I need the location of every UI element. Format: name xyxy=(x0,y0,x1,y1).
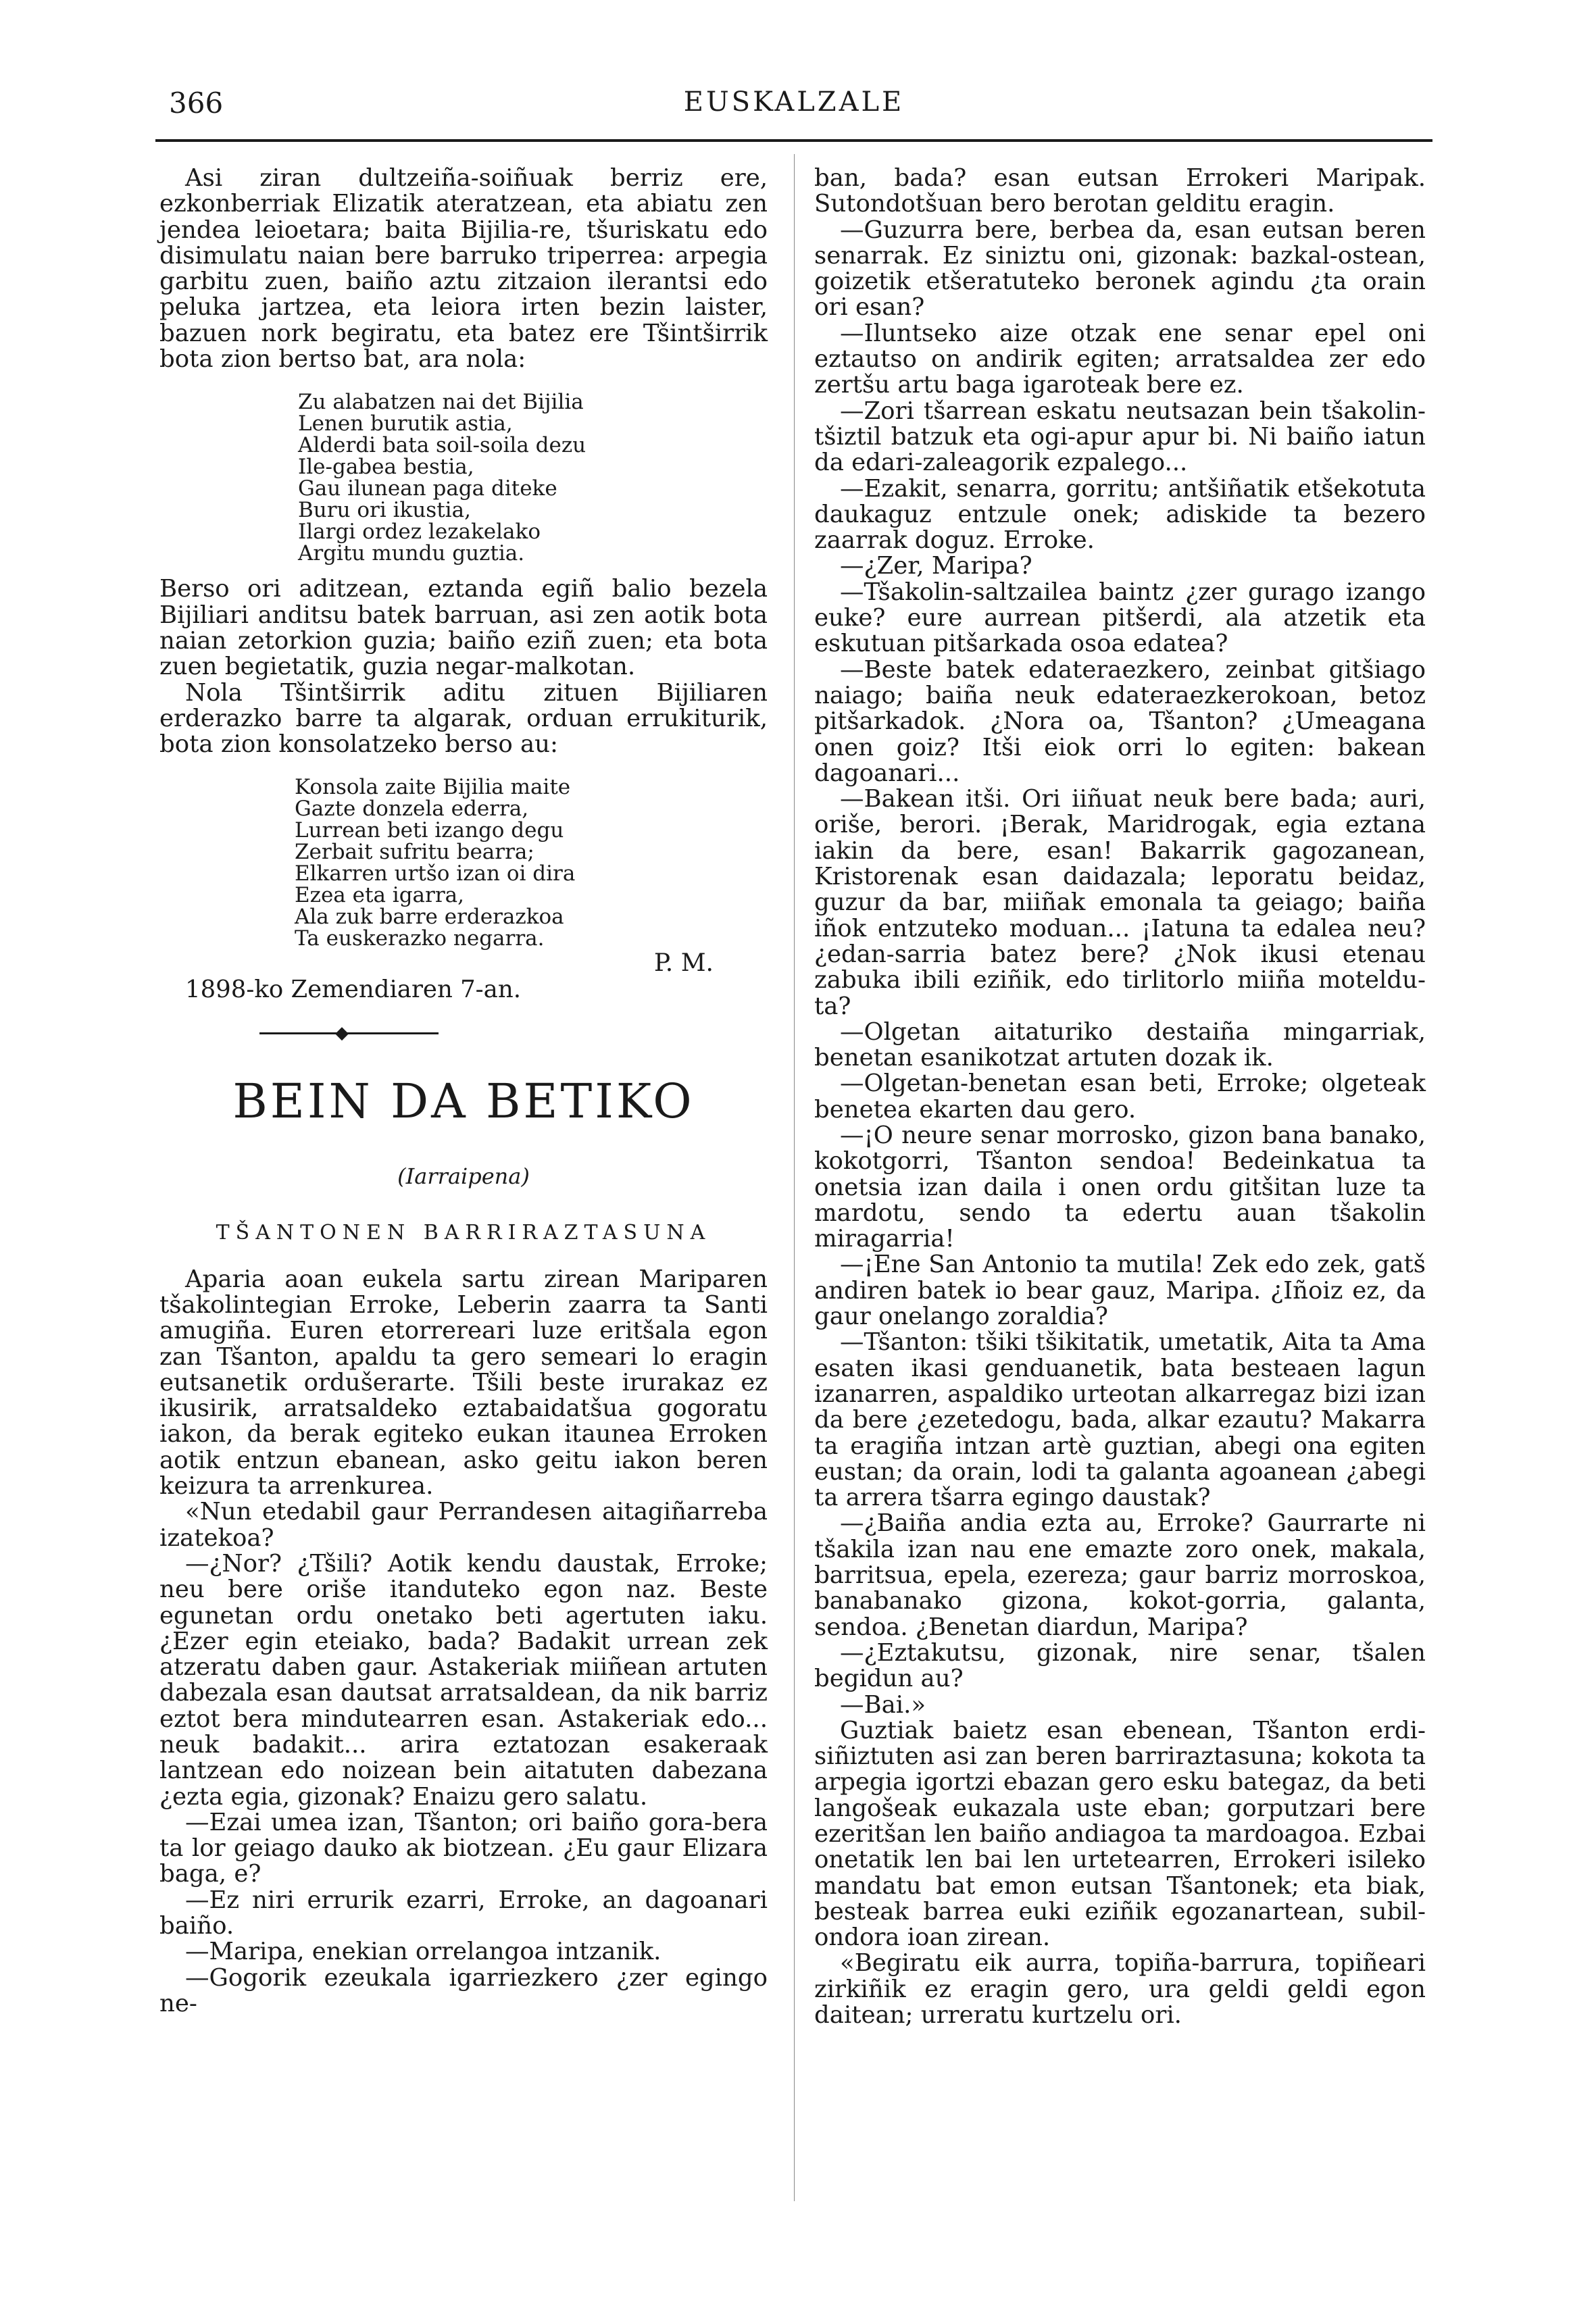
paragraph: —Ez niri errurik ezarri, Erroke, an dagoanari baiño. xyxy=(159,1886,768,1940)
paragraph: —¿Baiña andia ezta au, Erroke? Gaurrarte ni tšakila izan nau ene emazte zoro onek, makala, barritsua, epela, ezereza; gaur barriz morroskoa, banabanako gizona, kokot-gorria, galanta, sendoa. ¿Benetan diardun, Maripa? xyxy=(814,1509,1426,1641)
page-header xyxy=(155,86,1432,136)
paragraph: —Gogorik ezeukala igarriezkero ¿zer egingo ne- xyxy=(159,1963,768,2017)
article-subtitle: (Iarraipena) xyxy=(397,1163,530,1190)
paragraph: Aparia aoan eukela sartu zirean Mariparen tšakolintegian Erroke, Leberin zaarra ta Santi amugiña. Euren etorrereari luze eritšala egon zan Tšanton, apaldu ta gero semeari lo eragin eutsanetik ordušerarte. Tšili beste irurakaz ez ikusirik, arratsaldeko eztabaidatšua gogoratu iakon, da berak egiteko eukan itaunea Erroken aotik entzun ebanean, asko geitu iakon beren keizura ta arrenkurea. xyxy=(159,1265,768,1501)
paragraph: Berso ori aditzean, eztanda egiñ balio bezela Bijiliari anditsu batek barruan, asi zen aotik bota naian zetorkion guzia; baiño eziñ zuen; eta bota zuen begietatik, guzia negar-malkotan. xyxy=(159,575,768,681)
verse-block-2 xyxy=(295,776,768,949)
header-rule xyxy=(155,139,1432,142)
paragraph: Nola Tšintširrik aditu zituen Bijiliaren erderazko barre ta algarak, orduan errukiturik, bota zion konsolatzeko berso au: xyxy=(159,678,768,759)
paragraph: —¡O neure senar morrosko, gizon bana banako, kokotgorri, Tšanton sendoa! Bedeinkatua ta onetsia izan daila i onen ordu gitšitan luze ta mardotu, sendo ta edertu auan tšakolin miragarria! xyxy=(814,1121,1426,1253)
paragraph: —¿Zer, Maripa? xyxy=(840,552,1032,580)
dateline: 1898-ko Zemendiaren 7-an. xyxy=(185,975,521,1003)
ornament-diamond-icon: ◆ xyxy=(335,1023,349,1044)
paragraph: —Maripa, enekian orrelangoa intzanik. xyxy=(185,1938,662,1966)
paragraph: —Iluntseko aize otzak ene senar epel oni eztautso on andirik egiten; arratsaldea zer edo zertšu artu baga igaroteak bere ez. xyxy=(814,319,1426,399)
right-column xyxy=(814,166,1426,2028)
verse-line: Alderdi bata soil-soila dezu xyxy=(298,433,587,458)
paragraph: —Olgetan-benetan esan beti, Erroke; olgeteak benetea ekarten dau gero. xyxy=(814,1070,1426,1124)
paragraph: Asi ziran dultzeiña-soiñuak berriz ere, ezkonberriak Elizatik ateratzean, eta abiatu zen jendea leioetara; baita Bijilia-re, tšuriskatu edo disimulatu naian bere barruko triperrea: arpegia garbitu zuen, baiño aztu zitzaion ilerantsi edo peluka jartzea, eta leiora irten bezin laister, bazuen nork begiratu, eta batez ere Tšintširrik bota zion bertso bat, ara nola: xyxy=(159,164,768,374)
paragraph: —¿Eztakutsu, gizonak, nire senar, tšalen begidun au? xyxy=(814,1638,1426,1693)
paragraph: —Ezai umea izan, Tšanton; ori baiño gora-bera ta lor geiago dauko ak biotzean. ¿Eu gaur Elizara baga, e? xyxy=(159,1808,768,1888)
column-divider xyxy=(794,154,795,2201)
verse-line: Lurrean beti izango degu xyxy=(295,818,564,843)
paragraph: Guztiak baietz esan ebenean, Tšanton erdi-siñiztuten asi zan beren barriraztasuna; kokota ta arpegia igortzi ebazan gero esku bategaz, da beti langošeak eukazala uste eban; gorputzari bere ezeritšan len baiño andiagoa ta mardoagoa. Ezbai onetatik len bai len urtetearren, Errokeri isileko mandatu bat emon eutsan Tšantonek; eta biak, besteak barrea euki eziñik egozanartean, subil-ondora ioan zirean. xyxy=(814,1716,1426,1952)
verse-line: Elkarren urtšo izan oi dira xyxy=(295,861,576,886)
verse-line: Zu alabatzen nai det Bijilia xyxy=(298,390,584,415)
verse-line: Ta euskerazko negarra. xyxy=(295,926,545,951)
paragraph: —Tšakolin-saltzailea baintz ¿zer gurago izango euke? eure aurrean pitšerdi, ala atzetik eta eskutuan pitšarkada osoa edatea? xyxy=(814,578,1426,658)
running-title: EUSKALZALE xyxy=(683,86,905,118)
verse-line: Gau ilunean paga diteke xyxy=(298,476,557,501)
paragraph: —¿Nor? ¿Tšili? Aotik kendu daustak, Erroke; neu bere oriše itanduteko egon naz. Beste egunetan ordu onetako beti agertuten iaku. ¿Ezer egin eteiako, bada? Badakit urrean zek atzeratu daben gaur. Astakeriak miiñean artuten dabezala esan dautsat arratsaldean, da nik barriz eztot bera mindutearren esan. Astakeriak edo... neuk badakit... arira eztatozan esakeraak lantzean edo noizean bein aitatuten dabezana ¿ezta egia, gizonak? Enaizu gero salatu. xyxy=(159,1549,768,1811)
verse-line: Ile-gabea bestia, xyxy=(298,455,474,480)
paragraph: —Ezakit, senarra, gorritu; antšiñatik etšekotuta daukaguz entzule onek; adiskide ta bezero zaarrak doguz. Erroke. xyxy=(814,474,1426,555)
verse-line: Konsola zaite Bijilia maite xyxy=(295,775,571,800)
paragraph: —Bai.» xyxy=(840,1690,926,1719)
ornament-rule xyxy=(259,1032,439,1034)
article-title: BEIN DA BETIKO xyxy=(232,1074,695,1130)
verse-line: Zerbait sufritu bearra; xyxy=(295,840,534,865)
paragraph: —Bakean itši. Ori iiñuat neuk bere bada; auri, oriše, berori. ¡Berak, Maridrogak, egia eztana iakin da bere, esan! Bakarrik gagozanean, Kristorenak esan daidazala; leporatu beidaz, guzur da bar, miiñak emonala ta geiago; baiña iñok entzuteko moduan... ¡Iatuna ta edalea neu? ¿edan-sarria batez bere? ¿Nok ikusi etenau zabuka ibili eziñik, edo tirlitorlo miiña moteldu-ta? xyxy=(814,785,1426,1020)
verse-block-1 xyxy=(298,391,768,564)
verse-line: Argitu mundu guztia. xyxy=(298,541,525,566)
paragraph: «Nun etedabil gaur Perrandesen aitagiñarreba izatekoa? xyxy=(159,1498,768,1552)
paragraph: —Olgetan aitaturiko destaiña mingarriak, benetan esanikotzat artuten dozak ik. xyxy=(814,1017,1426,1072)
verse-line: Ala zuk barre erderazkoa xyxy=(295,905,564,930)
section-heading: TŠANTONEN BARRIRAZTASUNA xyxy=(216,1221,712,1245)
verse-line: Ezea eta igarra, xyxy=(295,883,464,908)
paragraph: —¡Ene San Antonio ta mutila! Zek edo zek, gatš andiren batek io bear gauz, Maripa. ¿Iñoiz ez, da gaur onelango zoraldia? xyxy=(814,1251,1426,1331)
verse-line: Lenen burutik astia, xyxy=(298,411,513,436)
paragraph: —Tšanton: tšiki tšikitatik, umetatik, Aita ta Ama esaten ikasi genduanetik, bata besteaen lagun izanarren, aspaldiko urteotan alkarregaz bizi izan da bere ¿ezetedogu, bada, alkar ezautu? Makarra ta eragiña intzan artè guztian, abegi ona egiten eustan; da orain, lodi ta galanta agoanean ¿abegi ta arrera tšarra egingo daustak? xyxy=(814,1328,1426,1512)
verse-line: Ilargi ordez lezakelako xyxy=(298,520,541,545)
section-ornament xyxy=(159,1012,768,1053)
left-column xyxy=(159,166,768,2017)
author-signature: P. M. xyxy=(653,949,714,978)
page-number: 366 xyxy=(169,86,224,120)
paragraph: ban, bada? esan eutsan Errokeri Maripak. Sutondotšuan bero berotan gelditu eragin. xyxy=(814,164,1426,218)
verse-line: Buru ori ikustia, xyxy=(298,498,471,523)
paragraph: —Guzurra bere, berbea da, esan eutsan beren senarrak. Ez siniztu oni, gizonak: bazkal-ostean, goizetik etšeratuteko beronek agindu ¿ta orain ori esan? xyxy=(814,216,1426,322)
paragraph: —Zori tšarrean eskatu neutsazan bein tšakolin-tšiztil batzuk eta ogi-apur apur bi. Ni baiño iatun da edari-zaleagorik ezpalego... xyxy=(814,397,1426,477)
verse-line: Gazte donzela ederra, xyxy=(295,797,529,822)
paragraph: «Begiratu eik aurra, topiña-barrura, topiñeari zirkiñik ez eragin gero, ura geldi geldi egon daitean; urreratu kurtzelu ori. xyxy=(814,1949,1426,2030)
paragraph: —Beste batek edateraezkero, zeinbat gitšiago naiago; baiña neuk edateraezkerokoan, betoz pitšarkadok. ¿Nora oa, Tšanton? ¿Umeagana onen goiz? Itši eiok orri lo egiten: bakean dagoanari... xyxy=(814,655,1426,787)
